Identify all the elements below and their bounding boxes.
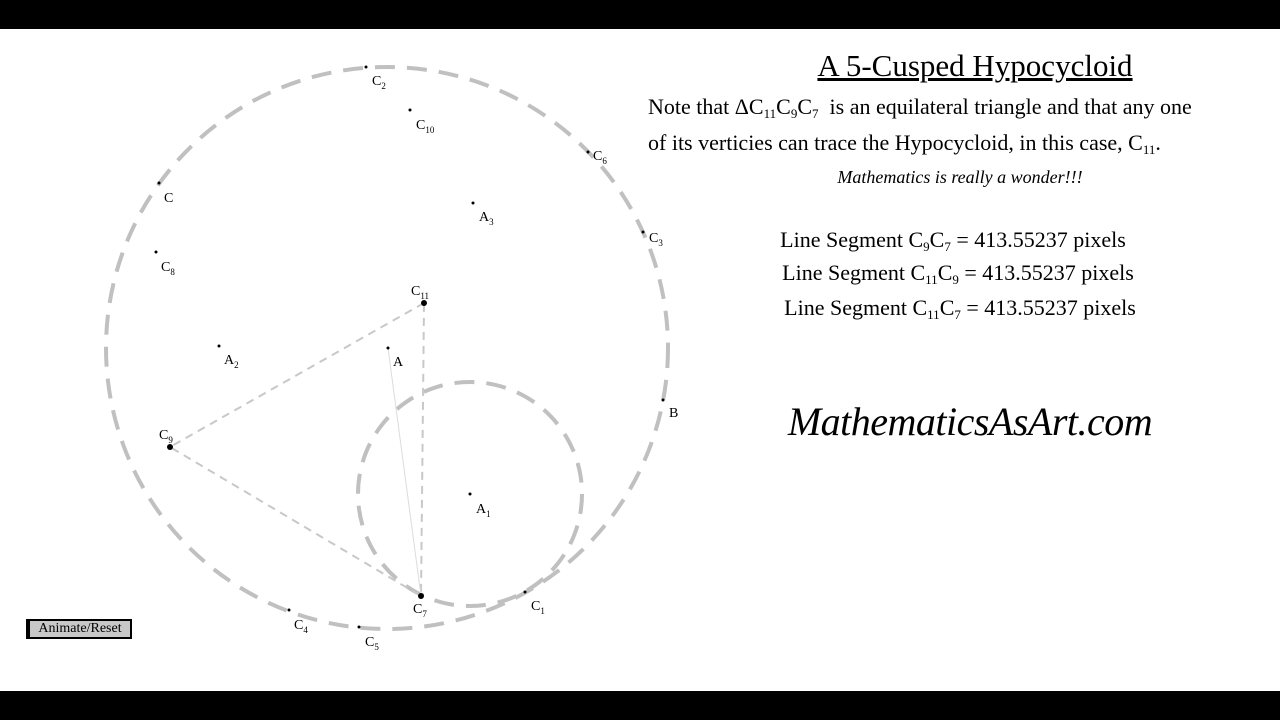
label-c9: $C_9$ [159,428,173,445]
segment-length-c11-c7: Line Segment C11C7 = 413.55237 pixels [784,295,1136,322]
point-c6 [587,151,590,154]
segment-a-c7 [388,348,421,596]
note-text [648,92,1278,164]
page-title: A 5-Cusped Hypocycloid [817,48,1133,83]
equilateral-triangle [170,303,424,596]
label-a3: $A_3$ [479,210,494,227]
point-c [158,182,161,185]
label-c2: $C_2$ [372,74,386,91]
point-c5 [358,626,361,629]
point-c8 [155,251,158,254]
label-c4: $C_4$ [294,618,308,635]
label-a1: $A_1$ [476,502,491,519]
point-a1 [469,493,472,496]
point-a2 [218,345,221,348]
point-b [662,399,665,402]
segment-length-c11-c9: Line Segment C11C9 = 413.55237 pixels [782,260,1134,287]
point-a3 [472,202,475,205]
label-a: A [393,355,404,370]
animate-reset-button[interactable]: Animate/Reset [26,619,132,639]
note-line-2: of its verticies can trace the Hypocycloid, in this case, C11. [648,130,1161,157]
label-c6: $C_6$ [593,149,607,166]
tagline: Mathematics is really a wonder!!! [837,167,1083,187]
label-c3: $C_3$ [649,231,663,248]
point-c1 [524,591,527,594]
label-a2: $A_2$ [224,353,239,370]
segment-length-c9-c7: Line Segment C9C7 = 413.55237 pixels [780,227,1126,254]
label-c10: $C_{10}$ [416,118,435,135]
label-b: B [669,406,679,421]
label-c1: $C_1$ [531,599,545,616]
label-c8: $C_8$ [161,260,175,277]
label-c: C [164,191,174,206]
point-c7 [418,593,424,599]
point-c10 [409,109,412,112]
label-c7: $C_7$ [413,602,427,619]
note-line-1: Note that ΔC11C9C7 is an equilateral triangle and that any one [648,94,1192,121]
brand-logo-text: MathematicsAsArt.com [787,399,1153,444]
point-c3 [642,231,645,234]
label-c5: $C_5$ [365,635,379,652]
point-a [387,347,390,350]
label-c11: $C_{11}$ [411,284,430,301]
point-c4 [288,609,291,612]
point-c2 [365,66,368,69]
